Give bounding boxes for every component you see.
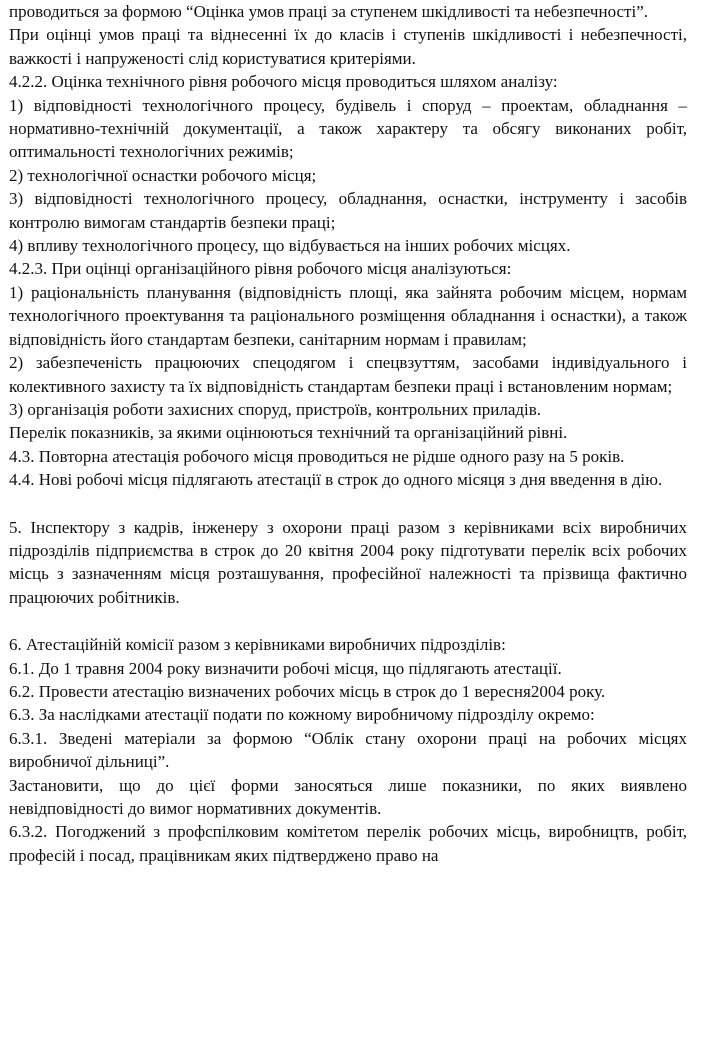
list-item-4-2-2-4: 4) впливу технологічного процесу, що відбувається на інших робочих місцях. xyxy=(9,236,571,256)
list-item-4-2-3-2: 2) забезпеченість працюючих спецодягом і спецвзуттям, засобами індивідуального і колективного захисту та їх відповідність стандартам безпеки праці і встановленим нормам; xyxy=(9,353,687,396)
list-item-4-2-3-3: 3) організація роботи захисних споруд, пристроїв, контрольних приладів. xyxy=(9,399,542,419)
paragraph-criteria: При оцінці умов праці та віднесенні їх до класів і ступенів шкідливості і небезпечності, важкості і напруженості слід користуватися критеріями. xyxy=(9,25,687,68)
paragraph-6-3-2: 6.3.2. Погоджений з профспілковим комітетом перелік робочих місць, виробництв, робіт, професій і посад, працівникам яких підтверджено право на xyxy=(9,822,687,865)
document-page xyxy=(9,0,687,867)
list-item-4-2-2-1: 1) відповідності технологічного процесу, будівель і споруд – проектам, обладнання – нормативно-технічній документації, а також характеру та обсягу виконаних робіт, оптимальності технологічних режимів; xyxy=(9,95,687,162)
paragraph-6: 6. Атестаційній комісії разом з керівниками виробничих підрозділів: xyxy=(9,635,506,655)
paragraph-6-3: 6.3. За наслідками атестації подати по кожному виробничому підрозділу окремо: xyxy=(9,705,595,725)
paragraph-gap xyxy=(9,609,687,633)
paragraph-5: 5. Інспектору з кадрів, інженеру з охорони праці разом з керівниками всіх виробничих підрозділів підприємства в строк до 20 квітня 2004 року підготувати перелік всіх робочих місць з зазначенням місця розташування, професійної належності та прізвища фактично працюючих робітників. xyxy=(9,517,687,607)
paragraph-4-3: 4.3. Повторна атестація робочого місця проводиться не рідше одного разу на 5 років. xyxy=(9,446,625,466)
paragraph-gap xyxy=(9,492,687,516)
paragraph-4-4: 4.4. Нові робочі місця підлягають атестації в строк до одного місяця з дня введення в дію. xyxy=(9,470,663,490)
paragraph-6-2: 6.2. Провести атестацію визначених робочих місць в строк до 1 вересня2004 року. xyxy=(9,681,606,701)
list-item-4-2-3-1: 1) раціональність планування (відповідність площі, яка зайнята робочим місцем, нормам технологічного проектування та раціонального розміщення обладнання і оснастки), а також відповідність його стандартам безпеки, санітарним нормам і правилам; xyxy=(9,282,687,349)
paragraph-4-2-2: 4.2.2. Оцінка технічного рівня робочого місця проводиться шляхом аналізу: xyxy=(9,72,558,92)
list-item-4-2-2-3: 3) відповідності технологічного процесу, обладнання, оснастки, інструменту і засобів контролю вимогам стандартів безпеки праці; xyxy=(9,189,687,232)
paragraph-form-continuation: проводиться за формою “Оцінка умов праці за ступенем шкідливості та небезпечності”. xyxy=(9,2,648,21)
paragraph-indicators: Перелік показників, за якими оцінюються технічний та організаційний рівні. xyxy=(9,423,568,443)
paragraph-6-1: 6.1. До 1 травня 2004 року визначити робочі місця, що підлягають атестації. xyxy=(9,658,562,678)
paragraph-6-3-1: 6.3.1. Зведені матеріали за формою “Облік стану охорони праці на робочих місцях виробничої дільниці”. xyxy=(9,728,687,772)
list-item-4-2-2-2: 2) технологічної оснастки робочого місця; xyxy=(9,165,317,185)
paragraph-4-2-3: 4.2.3. При оцінці організаційного рівня робочого місця аналізуються: xyxy=(9,259,512,279)
paragraph-form-note: Застановити, що до цієї форми заносяться лише показники, по яких виявлено невідповідності до вимог нормативних документів. xyxy=(9,775,687,818)
